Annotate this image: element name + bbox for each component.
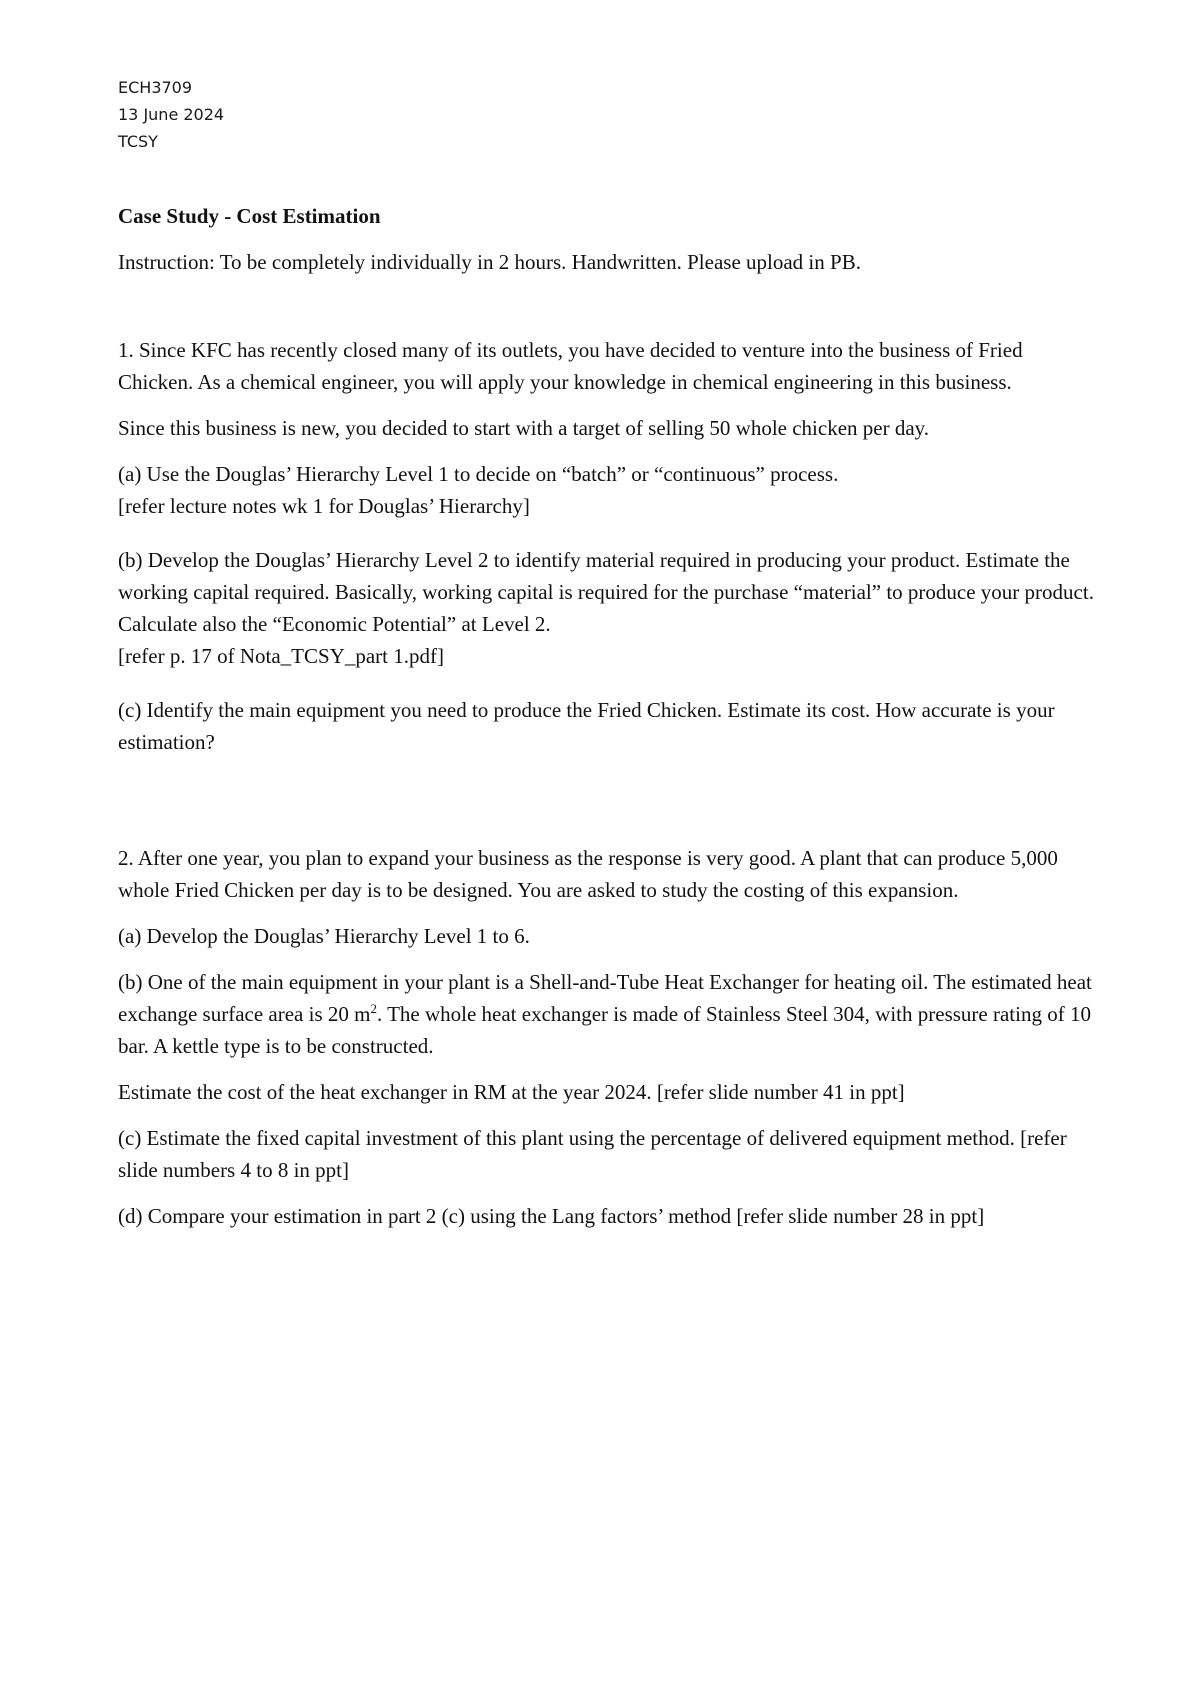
question-2d: (d) Compare your estimation in part 2 (c) using the Lang factors’ method [refer slide number 28 in ppt] <box>118 1204 985 1228</box>
question-1b-reference: [refer p. 17 of Nota_TCSY_part 1.pdf] <box>118 644 444 668</box>
question-1c: (c) Identify the main equipment you need to produce the Fried Chicken. Estimate its cost. How accurate is your estimation? <box>118 698 1055 754</box>
document-header <box>118 74 224 155</box>
squared-superscript: 2 <box>370 1001 377 1016</box>
question-1-target: Since this business is new, you decided to start with a target of selling 50 whole chicken per day. <box>118 416 930 440</box>
question-1a-text: (a) Use the Douglas’ Hierarchy Level 1 to decide on “batch” or “continuous” process. <box>118 462 839 486</box>
question-1a <box>118 458 1098 522</box>
course-code: ECH3709 <box>118 78 193 97</box>
question-2b-text-start: (b) One of the main equipment in your plant is a Shell-and-Tube Heat Exchanger for heating oil. The estimated heat exchange surface area is 20 m <box>118 970 1092 1026</box>
question-2b-estimate: Estimate the cost of the heat exchanger in RM at the year 2024. [refer slide number 41 in ppt] <box>118 1080 905 1104</box>
instruction-text: Instruction: To be completely individually in 2 hours. Handwritten. Please upload in PB. <box>118 250 861 274</box>
document-author: TCSY <box>118 132 158 151</box>
question-2b <box>118 966 1098 1062</box>
question-2b-text-end: . The whole heat exchanger is made of Stainless Steel 304, with pressure rating of 10 bar. A kettle type is to be constructed. <box>118 1002 1091 1058</box>
document-body <box>118 200 1098 1232</box>
question-2-intro: 2. After one year, you plan to expand your business as the response is very good. A plant that can produce 5,000 whole Fried Chicken per day is to be designed. You are asked to study the costing of this expansion. <box>118 846 1058 902</box>
question-2c: (c) Estimate the fixed capital investment of this plant using the percentage of delivered equipment method. [refer slide numbers 4 to 8 in ppt] <box>118 1126 1067 1182</box>
question-2a: (a) Develop the Douglas’ Hierarchy Level 1 to 6. <box>118 924 530 948</box>
question-1b-text: (b) Develop the Douglas’ Hierarchy Level 2 to identify material required in producing your product. Estimate the working capital required. Basically, working capital is required for the purchase “material” to produce your product. Calculate also the “Economic Potential” at Level 2. <box>118 548 1094 636</box>
document-title: Case Study - Cost Estimation <box>118 204 381 228</box>
question-1a-reference: [refer lecture notes wk 1 for Douglas’ Hierarchy] <box>118 494 530 518</box>
question-1-intro: 1. Since KFC has recently closed many of its outlets, you have decided to venture into the business of Fried Chicken. As a chemical engineer, you will apply your knowledge in chemical engineering in this business. <box>118 338 1023 394</box>
question-1b <box>118 544 1098 672</box>
document-date: 13 June 2024 <box>118 105 225 124</box>
